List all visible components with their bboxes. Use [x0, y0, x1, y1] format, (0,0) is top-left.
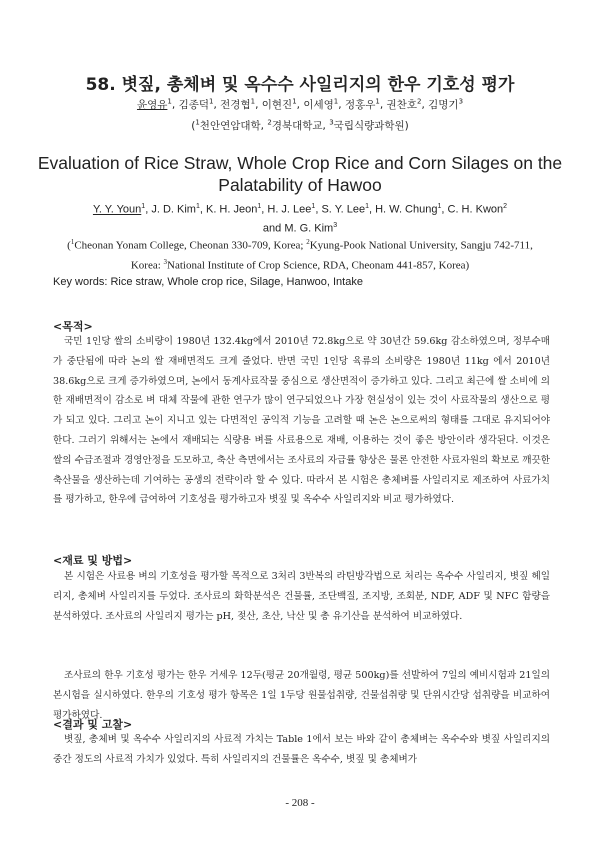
paragraph-results: 볏짚, 총체벼 및 옥수수 사일리지의 사료적 가치는 Table 1에서 보는 바와 같이 총체벼는 옥수수와 볏짚 사일리지의 중간 정도의 사료적 가치가 있었다. 특히 사일리지의 건물률은 옥수수, 볏짚 및 총체벼가	[53, 734, 550, 765]
author-name: J. D. Kim	[151, 203, 196, 216]
affil-text: Kyung-Pook National University, Sangju 742-711,	[309, 239, 533, 252]
affil-open: (	[67, 239, 71, 252]
author-conjunction: and	[262, 222, 282, 235]
affil-marker: 3	[163, 257, 168, 266]
affil-text: Korea:	[130, 259, 164, 272]
author-name: K. H. Jeon	[205, 203, 258, 216]
affil-marker: 1	[141, 203, 146, 210]
author-name: H. J. Lee	[267, 203, 312, 216]
korean-title: 58. 볏짚, 총체벼 및 옥수수 사일리지의 한우 기호성 평가	[85, 75, 515, 95]
author-name: Y. Y. Youn	[92, 203, 142, 216]
affil-marker: 2	[503, 203, 508, 210]
english-title: Evaluation of Rice Straw, Whole Crop Rice and Corn Silages on the Palatability of Hawoo	[37, 153, 563, 195]
affil-marker: 1	[375, 97, 380, 106]
affil-marker: 1	[195, 118, 200, 127]
author-name: M. G. Kim	[284, 222, 334, 235]
author-name: 김명기	[428, 99, 459, 111]
affil-marker: 2	[267, 118, 272, 127]
section-heading-results: <결과 및 고찰>	[53, 718, 133, 731]
paragraph-methods-2: 조사료의 한우 기호성 평가는 한우 거세우 12두(평균 20개월령, 평균 500kg)를 선발하여 7일의 예비시험과 21일의 본시험을 실시하였다. 한우의 기호성 평가 항목은 1일 1두당 원물섭취량, 건물섭취량 및 단위시간당 섭취량을 비교하여 평가하였다.	[53, 670, 550, 721]
affil-text: National Institute of Crop Science, RDA, Cheonam 441-857, Korea)	[167, 259, 470, 272]
author-name: 정홍우	[344, 99, 376, 111]
author-name: 이현진	[261, 99, 293, 111]
keywords: Key words: Rice straw, Whole crop rice, Silage, Hanwoo, Intake	[53, 276, 363, 288]
author-name: C. H. Kwon	[447, 203, 504, 216]
affil-marker: 1	[195, 203, 200, 210]
author-name: 윤영유	[136, 99, 168, 111]
author-name: 이세영	[303, 99, 334, 111]
paragraph-purpose: 국민 1인당 쌀의 소비량이 1980년 132.4kg에서 2010년 72.8kg으로 약 30년간 59.6kg 감소하였으며, 정부수매가 중단됨에 따라 논의 쌀 재배면적도 크게 줄었다. 반면 국민 1인당 육류의 소비량은 1980년 11kg 에서 2010년 38.6kg으로 크게 증가하였으며, 논에서 동계사료작물 중심으로 생산면적이 증가하고 있다. 그리고 최근에 쌀 소비에 의한 재배면적이 감소로 벼 대체 작물에 관한 연구가 많이 연구되었으나 가장 현실성이 있는 것이 사료작물의 생산으로 평가 되고 있다. 그리고 논이 지니고 있는 다면적인 공익적 기능을 고려할 때 논은 논으로써의 형태를 그대로 유지되어야 한다. 그러기 위해서는 논에서 재배되는 식량용 벼를 사료용으로 재배, 이용하는 것이 좋은 방안이라 생각된다. 이것은 쌀의 수급조절과 경영안정을 도모하고, 축산 측면에서는 조사료의 자급률 향상은 물론 안전한 사료자원의 확보로 깨끗한 축산물을 생산하는데 기여하는 공생의 전략이라 할 수 있다. 따라서 본 시험은 총체벼를 사일리지로 제조하여 사료가치를 평가하고, 한우에 급여하여 기호성을 평가하고자 볏짚 및 옥수수 사일리지와 비교 평가하였다.	[53, 336, 550, 506]
affil-marker: 2	[306, 238, 310, 246]
author-name: 권찬호	[386, 99, 417, 111]
affil-text: 경북대학교,	[271, 120, 330, 132]
affil-marker: 3	[458, 97, 464, 106]
affil-marker: 1	[311, 203, 316, 210]
paragraph-methods-1: 본 시험은 사료용 벼의 기호성을 평가할 목적으로 3처리 3반복의 라틴방각법으로 처리는 옥수수 사일리지, 볏짚 헤일리지, 총체벼 사일리지를 두었다. 조사료의 화학분석은 건물률, 조단백질, 조지방, 조회분, NDF, ADF 및 NFC 함량을 분석하였다. 조사료의 사일리지 평가는 pH, 젖산, 초산, 낙산 및 총 유기산을 분석하여 비교하였다.	[53, 571, 550, 622]
author-name: S. Y. Lee	[321, 203, 366, 216]
affil-marker: 1	[167, 97, 172, 106]
affil-marker: 2	[416, 97, 422, 106]
korean-authors: 윤영유$^1$, 김종덕$^1$, 전경협$^1$, 이현진$^1$, 이세영$^1$, 정홍우$^1$, 권찬호$^2$, 김명기$^3$	[136, 97, 464, 111]
affil-marker: 1	[209, 97, 214, 106]
korean-affiliation	[0, 118, 600, 133]
affil-marker: 1	[292, 97, 297, 106]
affil-open: (	[191, 120, 196, 132]
section-heading-purpose: <목적>	[53, 320, 93, 333]
english-authors: Y. Y. Youn$^1$, J. D. Kim$^1$, K. H. Jeon$^1$, H. J. Lee$^1$, S. Y. Lee$^1$, H. W. Chung$^1$, C. H. Kwon$^2$ and M. G. Kim$^3$	[92, 203, 508, 235]
section-heading-methods: <재료 및 방법>	[53, 554, 133, 567]
affil-marker: 1	[70, 238, 75, 246]
affil-marker: 3	[333, 221, 338, 229]
english-affiliation	[40, 234, 560, 273]
affil-marker: 1	[437, 203, 442, 210]
page-number: - 208 -	[285, 797, 315, 809]
affil-marker: 1	[333, 97, 339, 106]
affil-marker: 1	[257, 203, 262, 210]
affil-text: Cheonan Yonam College, Cheonan 330-709, Korea;	[74, 239, 307, 252]
author-name: H. W. Chung	[375, 203, 438, 216]
affil-text: 국립식량과학원)	[333, 120, 409, 132]
affil-marker: 1	[365, 203, 369, 210]
author-name: 김종덕	[178, 99, 209, 111]
author-name: 전경협	[220, 99, 251, 111]
affil-text: 천안연암대학,	[199, 120, 268, 132]
affil-marker: 1	[250, 97, 256, 106]
affil-marker: 3	[329, 118, 334, 127]
